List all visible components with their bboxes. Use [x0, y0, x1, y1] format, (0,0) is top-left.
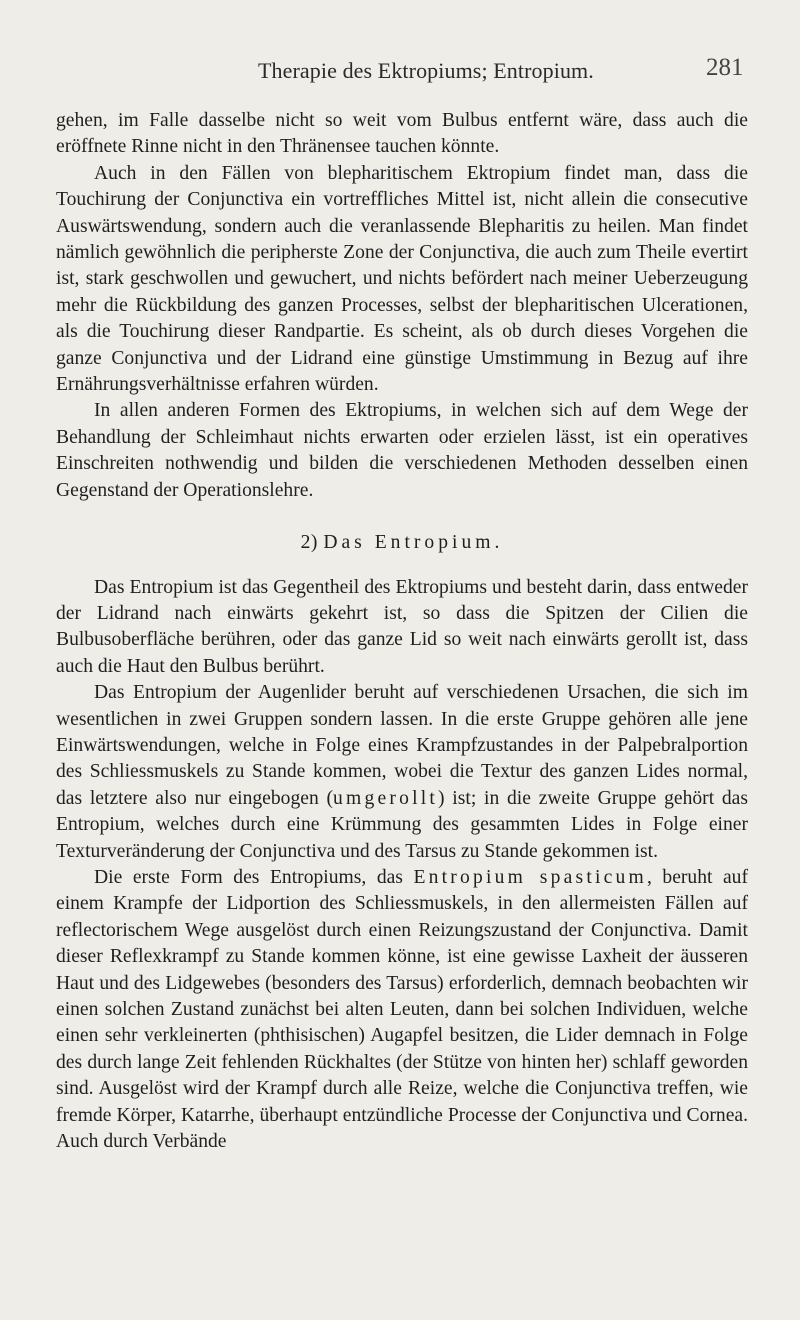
- paragraph: gehen, im Falle dasselbe nicht so weit vom Bulbus entfernt wäre, dass auch die eröffnete Rinne nicht in den Thränensee tauchen könnte.: [56, 110, 748, 158]
- emphasized-term: umgerollt: [333, 787, 439, 809]
- paragraph: In allen anderen Formen des Ektropiums, in welchen sich auf dem Wege der Behandlung der Schleimhaut nichts erwarten oder erzielen lässt, ist ein operatives Einschreiten nothwendig und bilden die verschiedenen Methoden desselben einen Gegenstand der Operationslehre.: [56, 400, 748, 501]
- paragraph: Auch in den Fällen von blepharitischem Ektropium findet man, dass die Touchirung der Conjunctiva ein vortreffliches Mittel ist, nicht allein die consecutive Auswärtswendung, sondern auch die veranlassende Blepharitis zu heilen. Man findet nämlich gewöhnlich die peripherste Zone der Conjunctiva, die auch zum Theile evertirt ist, stark geschwollen und gewuchert, und nichts befördert nach meiner Ueberzeugung mehr die Rückbildung des ganzen Processes, selbst der blepharitischen Ulcerationen, als die Touchirung dieser Randpartie. Es scheint, als ob durch dieses Vorgehen die ganze Conjunctiva und der Lidrand eine günstige Umstimmung in Bezug auf ihre Ernährungsverhältnisse erfahren würden.: [56, 162, 748, 396]
- section-number: 2): [300, 532, 318, 554]
- text-run: Das Entropium der Augenlider beruht auf verschiedenen Ursachen, die sich im wesentlichen in zwei Gruppen sondern lassen. In die erste Gruppe gehören alle jene Einwärtswendungen, welche in Folge eines Krampfzustandes in der Palpebralportion des Schliessmuskels zu Stande kommen, wobei die Textur des ganzen Lides normal, das letztere also nur eingebogen (: [56, 682, 748, 809]
- text-run: Die erste Form des Entropiums, das: [94, 866, 414, 888]
- page-header: [0, 54, 800, 94]
- section-title: Das Entropium.: [323, 532, 504, 554]
- emphasized-term: Entropium spasticum: [413, 866, 647, 888]
- paragraph: Das Entropium ist das Gegentheil des Ektropiums und besteht darin, dass entweder der Lidrand nach einwärts gekehrt ist, so dass die Spitzen der Cilien die Bulbusoberfläche berühren, oder das ganze Lid so weit nach einwärts gerollt ist, dass auch die Haut den Bulbus berührt.: [56, 576, 748, 677]
- page-number: 281: [706, 54, 744, 81]
- paragraph: [56, 680, 748, 865]
- text-run: , beruht auf einem Krampfe der Lidportion des Schliessmuskels, in den allermeisten Fällen auf reflectorischem Wege ausgelöst durch einen Reizungszustand der Conjunctiva. Damit dieser Reflexkrampf zu Stande kommen könne, ist eine gewisse Laxheit der äusseren Haut und des Lidgewebes (besonders des Tarsus) erforderlich, demnach beobachten wir einen solchen Zustand zunächst bei alten Leuten, dann bei solchen Individuen, welche einen sehr verkleinerten (phthisischen) Augapfel besitzen, die Lider demnach in Folge des durch lange Zeit fehlenden Rückhaltes (der Stütze von hinten her) schlaff geworden sind. Ausgelöst wird der Krampf durch alle Reize, welche die Conjunctiva treffen, wie fremde Körper, Katarrhe, überhaupt entzündliche Processe der Conjunctiva und Cornea. Auch durch Verbände: [56, 866, 748, 1153]
- running-title: Therapie des Ektropiums; Entropium.: [258, 58, 594, 83]
- page-body: [56, 108, 748, 1155]
- text-run: ) ist; in die zweite Gruppe gehört das Entropium, welches durch eine Krümmung des gesammten Lides in Folge einer Texturveränderung der Conjunctiva und des Tarsus zu Stande gekommen ist.: [56, 787, 749, 862]
- paragraph: [56, 865, 748, 1155]
- section-heading: [56, 530, 748, 556]
